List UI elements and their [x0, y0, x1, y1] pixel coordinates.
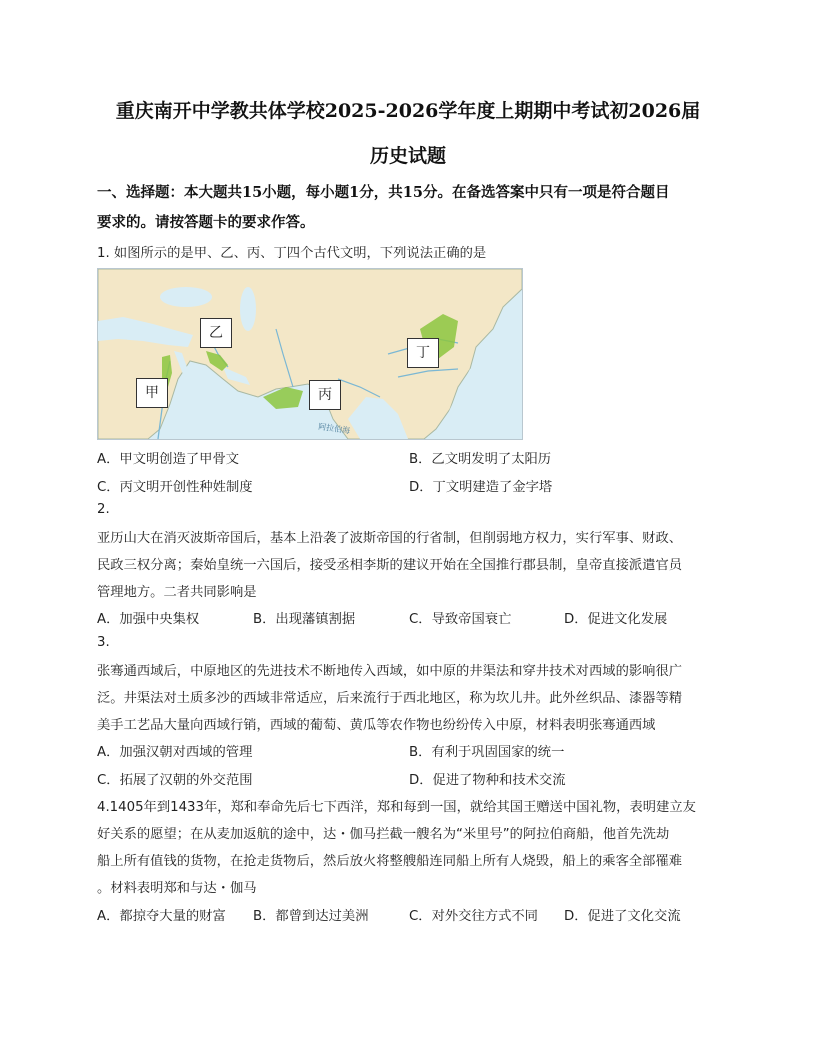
- q4-option-a[interactable]: A．都掠夺大量的财富: [97, 909, 226, 924]
- q2-stem-line3: 管理地方。二者共同影响是: [97, 585, 257, 600]
- q2-option-b[interactable]: B．出现藩镇割据: [253, 612, 356, 627]
- q3-option-d[interactable]: D．促进了物种和技术交流: [409, 773, 566, 788]
- exam-title: 重庆南开中学教共体学校2025-2026学年度上期期中考试初2026届: [115, 100, 701, 122]
- q3-option-b[interactable]: B．有利于巩固国家的统一: [409, 745, 565, 760]
- q2-stem-line2: 民政三权分离；秦始皇统一六国后，接受丞相李斯的建议开始在全国推行郡县制，皇帝直接派遣官员: [97, 558, 683, 573]
- q1-option-a[interactable]: A．甲文明创造了甲骨文: [97, 452, 240, 467]
- q4-stem-line4: 。材料表明郑和与达・伽马: [97, 881, 257, 896]
- q1-stem: 1. 如图所示的是甲、乙、丙、丁四个古代文明，下列说法正确的是: [97, 246, 487, 261]
- map-label-yi: 乙: [200, 318, 232, 348]
- map-label-bing: 丙: [309, 380, 341, 410]
- q1-option-d[interactable]: D．丁文明建造了金字塔: [409, 480, 553, 495]
- q3-stem-line3: 美手工艺品大量向西域行销，西域的葡萄、黄瓜等农作物也纷纷传入中原，材料表明张骞通西域: [97, 718, 656, 733]
- q2-option-d[interactable]: D．促进文化发展: [564, 612, 668, 627]
- ancient-civilizations-map: [97, 268, 523, 440]
- q4-stem-line3: 船上所有值钱的货物，在抢走货物后，然后放火将整艘船连同船上所有人烧毁，船上的乘客全部罹难: [97, 854, 683, 869]
- q4-option-d[interactable]: D．促进了文化交流: [564, 909, 681, 924]
- q2-option-a[interactable]: A．加强中央集权: [97, 612, 200, 627]
- q2-number: 2.: [97, 502, 110, 517]
- exam-subject: 历史试题: [369, 145, 446, 167]
- q3-stem-line2: 泛。井渠法对土质多沙的西域非常适应，后来流行于西北地区，称为坎儿井。此外丝织品、漆器等精: [97, 691, 683, 706]
- q1-option-b[interactable]: B．乙文明发明了太阳历: [409, 452, 552, 467]
- q3-stem-line1: 张骞通西域后，中原地区的先进技术不断地传入西域，如中原的井渠法和穿井技术对西域的影响很广: [97, 664, 683, 679]
- q4-option-c[interactable]: C．对外交往方式不同: [409, 909, 538, 924]
- map-graphic: [98, 269, 522, 439]
- q4-stem-line2: 好关系的愿望；在从麦加返航的途中，达・伽马拦截一艘名为“米里号”的阿拉伯商船，他首先洗劫: [97, 827, 670, 842]
- q3-option-a[interactable]: A．加强汉朝对西域的管理: [97, 745, 253, 760]
- q2-stem-line1: 亚历山大在消灭波斯帝国后，基本上沿袭了波斯帝国的行省制，但削弱地方权力，实行军事、财政、: [97, 531, 683, 546]
- q2-option-c[interactable]: C．导致帝国衰亡: [409, 612, 512, 627]
- map-label-jia: 甲: [136, 378, 168, 408]
- q4-stem-line1: 4.1405年到1433年，郑和奉命先后七下西洋，郑和每到一国，就给其国王赠送中国礼物，表明建立友: [97, 800, 696, 815]
- map-label-ding: 丁: [407, 338, 439, 368]
- q1-option-c[interactable]: C．丙文明开创性种姓制度: [97, 480, 253, 495]
- q3-option-c[interactable]: C．拓展了汉朝的外交范围: [97, 773, 253, 788]
- section-instructions-line1: 一、选择题：本大题共15小题，每小题1分，共15分。在备选答案中只有一项是符合题目: [97, 184, 670, 201]
- q4-option-b[interactable]: B．都曾到达过美洲: [253, 909, 369, 924]
- arabian-sea-label: 阿拉伯海: [317, 422, 351, 436]
- q3-number: 3.: [97, 635, 110, 650]
- section-instructions-line2: 要求的。请按答题卡的要求作答。: [97, 214, 315, 231]
